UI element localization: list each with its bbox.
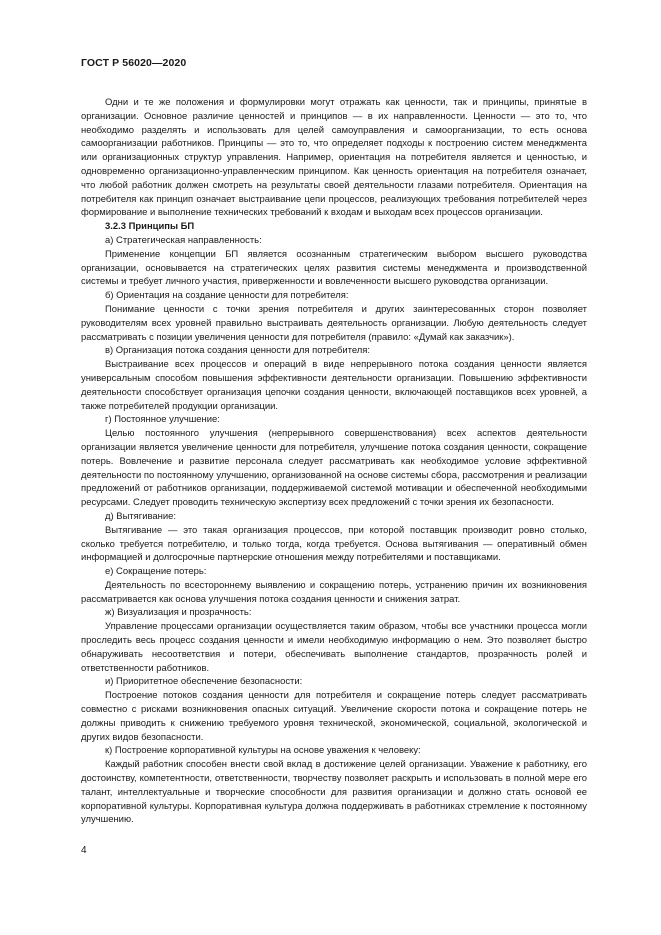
paragraph: Каждый работник способен внести свой вклад в достижение целей организации. Уважение к работнику, его достоинству, компетентности, ответственности, творчеству позволяет раскрыть и использовать в полной мере его талант, интеллектуальные и творческие способности для развития организации и должно стать основой ее корпоративной культуры. Корпоративная культура должна поддерживать в работниках стремление к постоянному улучшению. <box>81 759 587 826</box>
paragraph: Понимание ценности с точки зрения потребителя и других заинтересованных сторон позволяет руководителям всех уровней правильно выстраивать деятельность организации. Любую деятельность следует рассматривать с позиции увеличения ценности для потребителя (правило: «Думай как заказчик»). <box>81 303 587 343</box>
paragraph: Целью постоянного улучшения (непрерывного совершенствования) всех аспектов деятельности организации является увеличение ценности для потребителя, улучшение потока создания ценности, сокращение потерь. Вовлечение и развитие персонала следует рассматривать как необходимое условие эффективной деятельности по постоянному улучшению, организованной на основе системы сбора, рассмотрения и реализации предложений от работников организации, поддерживаемой системой мотивации и обеспеченной необходимыми ресурсами. Следует проводить техническую экспертизу всех предложений с точки зрения их безопасности. <box>81 428 587 509</box>
section-heading: 3.2.3 Принципы БП <box>105 221 195 233</box>
principle-heading: ж) Визуализация и прозрачность: <box>105 607 252 619</box>
principle-heading: к) Построение корпоративной культуры на основе уважения к человеку: <box>105 745 421 757</box>
principle-heading: д) Вытягивание: <box>105 510 177 522</box>
paragraph: Построение потоков создания ценности для потребителя и сокращение потерь следует рассматривать совместно с рисками возникновения опасных ситуаций. Увеличение скорости потока и сокращение потерь не должны приводить к снижению требуемого уровня технической, экономической, социальной, экологической и других видов безопасности. <box>81 690 587 743</box>
paragraph: Выстраивание всех процессов и операций в виде непрерывного потока создания ценности является универсальным способом повышения эффективности деятельности организации. Повышению эффективности деятельности способствует организация цепочки создания ценности, включающей поставщиков всех уровней, а также потребителей продукции организации. <box>81 359 587 412</box>
principle-heading: б) Ориентация на создание ценности для потребителя: <box>105 290 349 302</box>
paragraph: Применение концепции БП является осознанным стратегическим выбором высшего руководства организации, основывается на стратегических целях развития системы менеджмента и производственной системы и требует личного участия, приверженности и вовлеченности высшего руководства организации. <box>81 248 587 288</box>
paragraph: Управление процессами организации осуществляется таким образом, чтобы все участники процесса могли проследить весь процесс создания ценности и имели необходимую информацию о нем. Это позволяет быстро обнаруживать несоответствия и потери, обеспечивать выполнение стандартов, прозрачность ролей и ответственности работников. <box>81 621 587 674</box>
principle-heading: а) Стратегическая направленность: <box>105 234 262 246</box>
document-header: ГОСТ Р 56020—2020 <box>81 57 187 69</box>
paragraph: Одни и те же положения и формулировки могут отражать как ценности, так и принципы, принятые в организации. Основное различие ценностей и принципов — в их направленности. Ценности — это то, что необходимо разделять и использовать для целей самоуправления и самоорганизации, то есть основа самоорганизации работников. Принципы — это то, что определяет подходы к построению систем менеджмента или организационных структур управления. Например, ориентация на потребителя является и ценностью, и одновременно организационно-управленческим принципом. Как ценность ориентация на потребителя означает, что любой работник должен смотреть на результаты своей деятельности глазами потребителя. Ориентация на потребителя как принцип означает выстраивание цепи процессов, реализующих требования потребителей через формирование и выполнение технических требований к входам и выходам всех процессов организации. <box>81 97 587 219</box>
principle-heading: г) Постоянное улучшение: <box>105 414 220 426</box>
principle-heading: и) Приоритетное обеспечение безопасности: <box>105 676 303 688</box>
page-number: 4 <box>81 845 87 856</box>
document-body <box>81 96 587 827</box>
paragraph: Вытягивание — это такая организация процессов, при которой поставщик производит ровно столько, сколько требуется потребителю, и только тогда, когда требуется. Основа вытягивания — оперативный обмен информацией и долгосрочные партнерские отношения между потребителями и поставщиками. <box>81 524 587 564</box>
principle-heading: в) Организация потока создания ценности для потребителя: <box>105 345 371 357</box>
principle-heading: е) Сокращение потерь: <box>105 566 207 578</box>
paragraph: Деятельность по всестороннему выявлению и сокращению потерь, устранению причин их возникновения рассматривается как основа улучшения потока создания ценности и снижения затрат. <box>81 579 587 605</box>
